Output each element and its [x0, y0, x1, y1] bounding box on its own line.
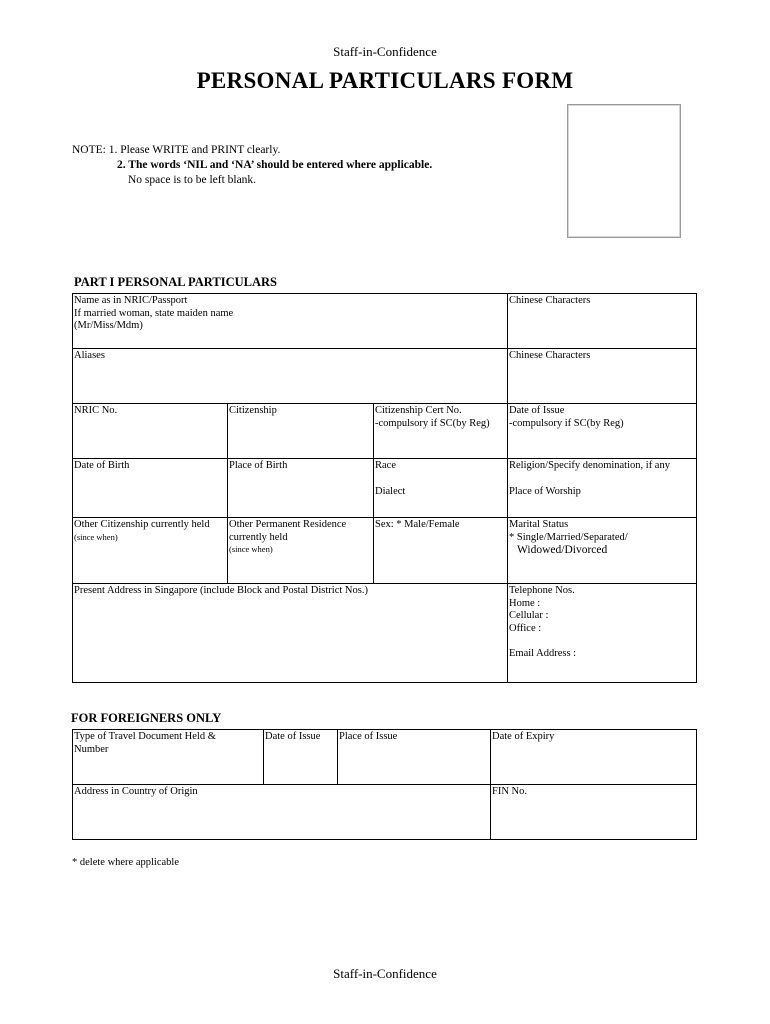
aliases-label: Aliases [74, 350, 105, 361]
place-of-issue-field[interactable] [338, 730, 491, 785]
citizenship-field[interactable] [228, 404, 374, 459]
home-phone-label: Home : [509, 597, 541, 609]
name-field[interactable] [73, 294, 508, 349]
telephone-label: Telephone Nos. [509, 585, 575, 596]
contact-field[interactable] [508, 584, 697, 683]
photo-box[interactable] [567, 104, 681, 238]
name-label-3: (Mr/Miss/Mdm) [74, 320, 143, 331]
date-of-issue-label: Date of Issue [265, 731, 321, 742]
race-dialect-field[interactable] [374, 459, 508, 518]
page-footer-classification: Staff-in-Confidence [333, 966, 437, 981]
sex-label: Sex: * Male/Female [375, 519, 460, 530]
other-citizenship-label: Other Citizenship currently held [74, 519, 210, 530]
since-when-label: (since when) [229, 544, 273, 554]
other-pr-field[interactable] [228, 518, 374, 584]
foreigners-title: FOR FOREIGNERS ONLY [71, 711, 222, 725]
page-header-classification: Staff-in-Confidence [333, 44, 437, 59]
citizenship-cert-field[interactable] [374, 404, 508, 459]
date-of-birth-label: Date of Birth [74, 460, 130, 471]
place-of-birth-label: Place of Birth [229, 460, 288, 471]
date-of-issue-label: Date of Issue [509, 405, 565, 416]
place-of-birth-field[interactable] [228, 459, 374, 518]
race-label: Race [375, 460, 396, 471]
date-of-issue-field[interactable] [508, 404, 697, 459]
other-citizenship-field[interactable] [73, 518, 228, 584]
name-label-1: Name as in NRIC/Passport [74, 295, 188, 306]
present-address-field[interactable] [73, 584, 508, 683]
part1-title: PART I PERSONAL PARTICULARS [74, 275, 277, 289]
name-chinese-field[interactable] [508, 294, 697, 349]
nric-field[interactable] [73, 404, 228, 459]
date-of-expiry-field[interactable] [491, 730, 697, 785]
other-pr-label-1: Other Permanent Residence [229, 519, 347, 530]
marital-options-1: * Single/Married/Separated/ [509, 531, 628, 543]
marital-options-2: Widowed/Divorced [517, 544, 608, 556]
note-line-1: NOTE: 1. Please WRITE and PRINT clearly. [72, 144, 281, 156]
instructions-note [72, 143, 432, 188]
marital-status-label: Marital Status [509, 519, 569, 530]
email-label: Email Address : [509, 648, 577, 659]
religion-worship-field[interactable] [508, 459, 697, 518]
travel-document-label-2: Number [74, 743, 109, 755]
cellular-label: Cellular : [509, 610, 549, 621]
personal-particulars-table [72, 293, 697, 683]
citizenship-cert-note: -compulsory if SC(by Reg) [375, 417, 490, 429]
note-line-3: No space is to be left blank. [128, 174, 257, 186]
dialect-label: Dialect [375, 485, 406, 497]
note-line-2: 2. The words ‘NIL and ‘NA’ should be entered where applicable. [117, 159, 433, 171]
foreign-date-of-issue-field[interactable] [264, 730, 338, 785]
citizenship-cert-label: Citizenship Cert No. [375, 405, 462, 416]
fin-field[interactable] [491, 785, 697, 840]
date-of-issue-note: -compulsory if SC(by Reg) [509, 417, 624, 429]
place-of-worship-label: Place of Worship [509, 485, 581, 497]
name-label-2: If married woman, state maiden name [74, 307, 234, 319]
origin-address-field[interactable] [73, 785, 491, 840]
chinese-characters-label: Chinese Characters [509, 295, 591, 306]
date-of-birth-field[interactable] [73, 459, 228, 518]
chinese-characters-label: Chinese Characters [509, 350, 591, 361]
sex-field[interactable] [374, 518, 508, 584]
travel-document-field[interactable] [73, 730, 264, 785]
aliases-chinese-field[interactable] [508, 349, 697, 404]
since-when-label: (since when) [74, 531, 118, 542]
footnote: * delete where applicable [72, 857, 179, 868]
fin-label: FIN No. [492, 786, 528, 797]
citizenship-label: Citizenship [229, 405, 277, 416]
form-title: PERSONAL PARTICULARS FORM [196, 68, 574, 93]
religion-label: Religion/Specify denomination, if any [509, 460, 670, 471]
aliases-field[interactable] [73, 349, 508, 404]
present-address-label: Present Address in Singapore (include Block and Postal District Nos.) [74, 585, 368, 596]
travel-document-label-1: Type of Travel Document Held & [74, 731, 216, 742]
office-phone-label: Office : [509, 622, 542, 634]
date-of-expiry-label: Date of Expiry [492, 731, 555, 742]
origin-address-label: Address in Country of Origin [74, 786, 198, 797]
other-pr-label-2: currently held [229, 531, 288, 543]
foreigners-table [72, 729, 697, 840]
nric-label: NRIC No. [74, 405, 118, 416]
marital-status-field[interactable] [508, 518, 697, 584]
place-of-issue-label: Place of Issue [339, 731, 398, 742]
